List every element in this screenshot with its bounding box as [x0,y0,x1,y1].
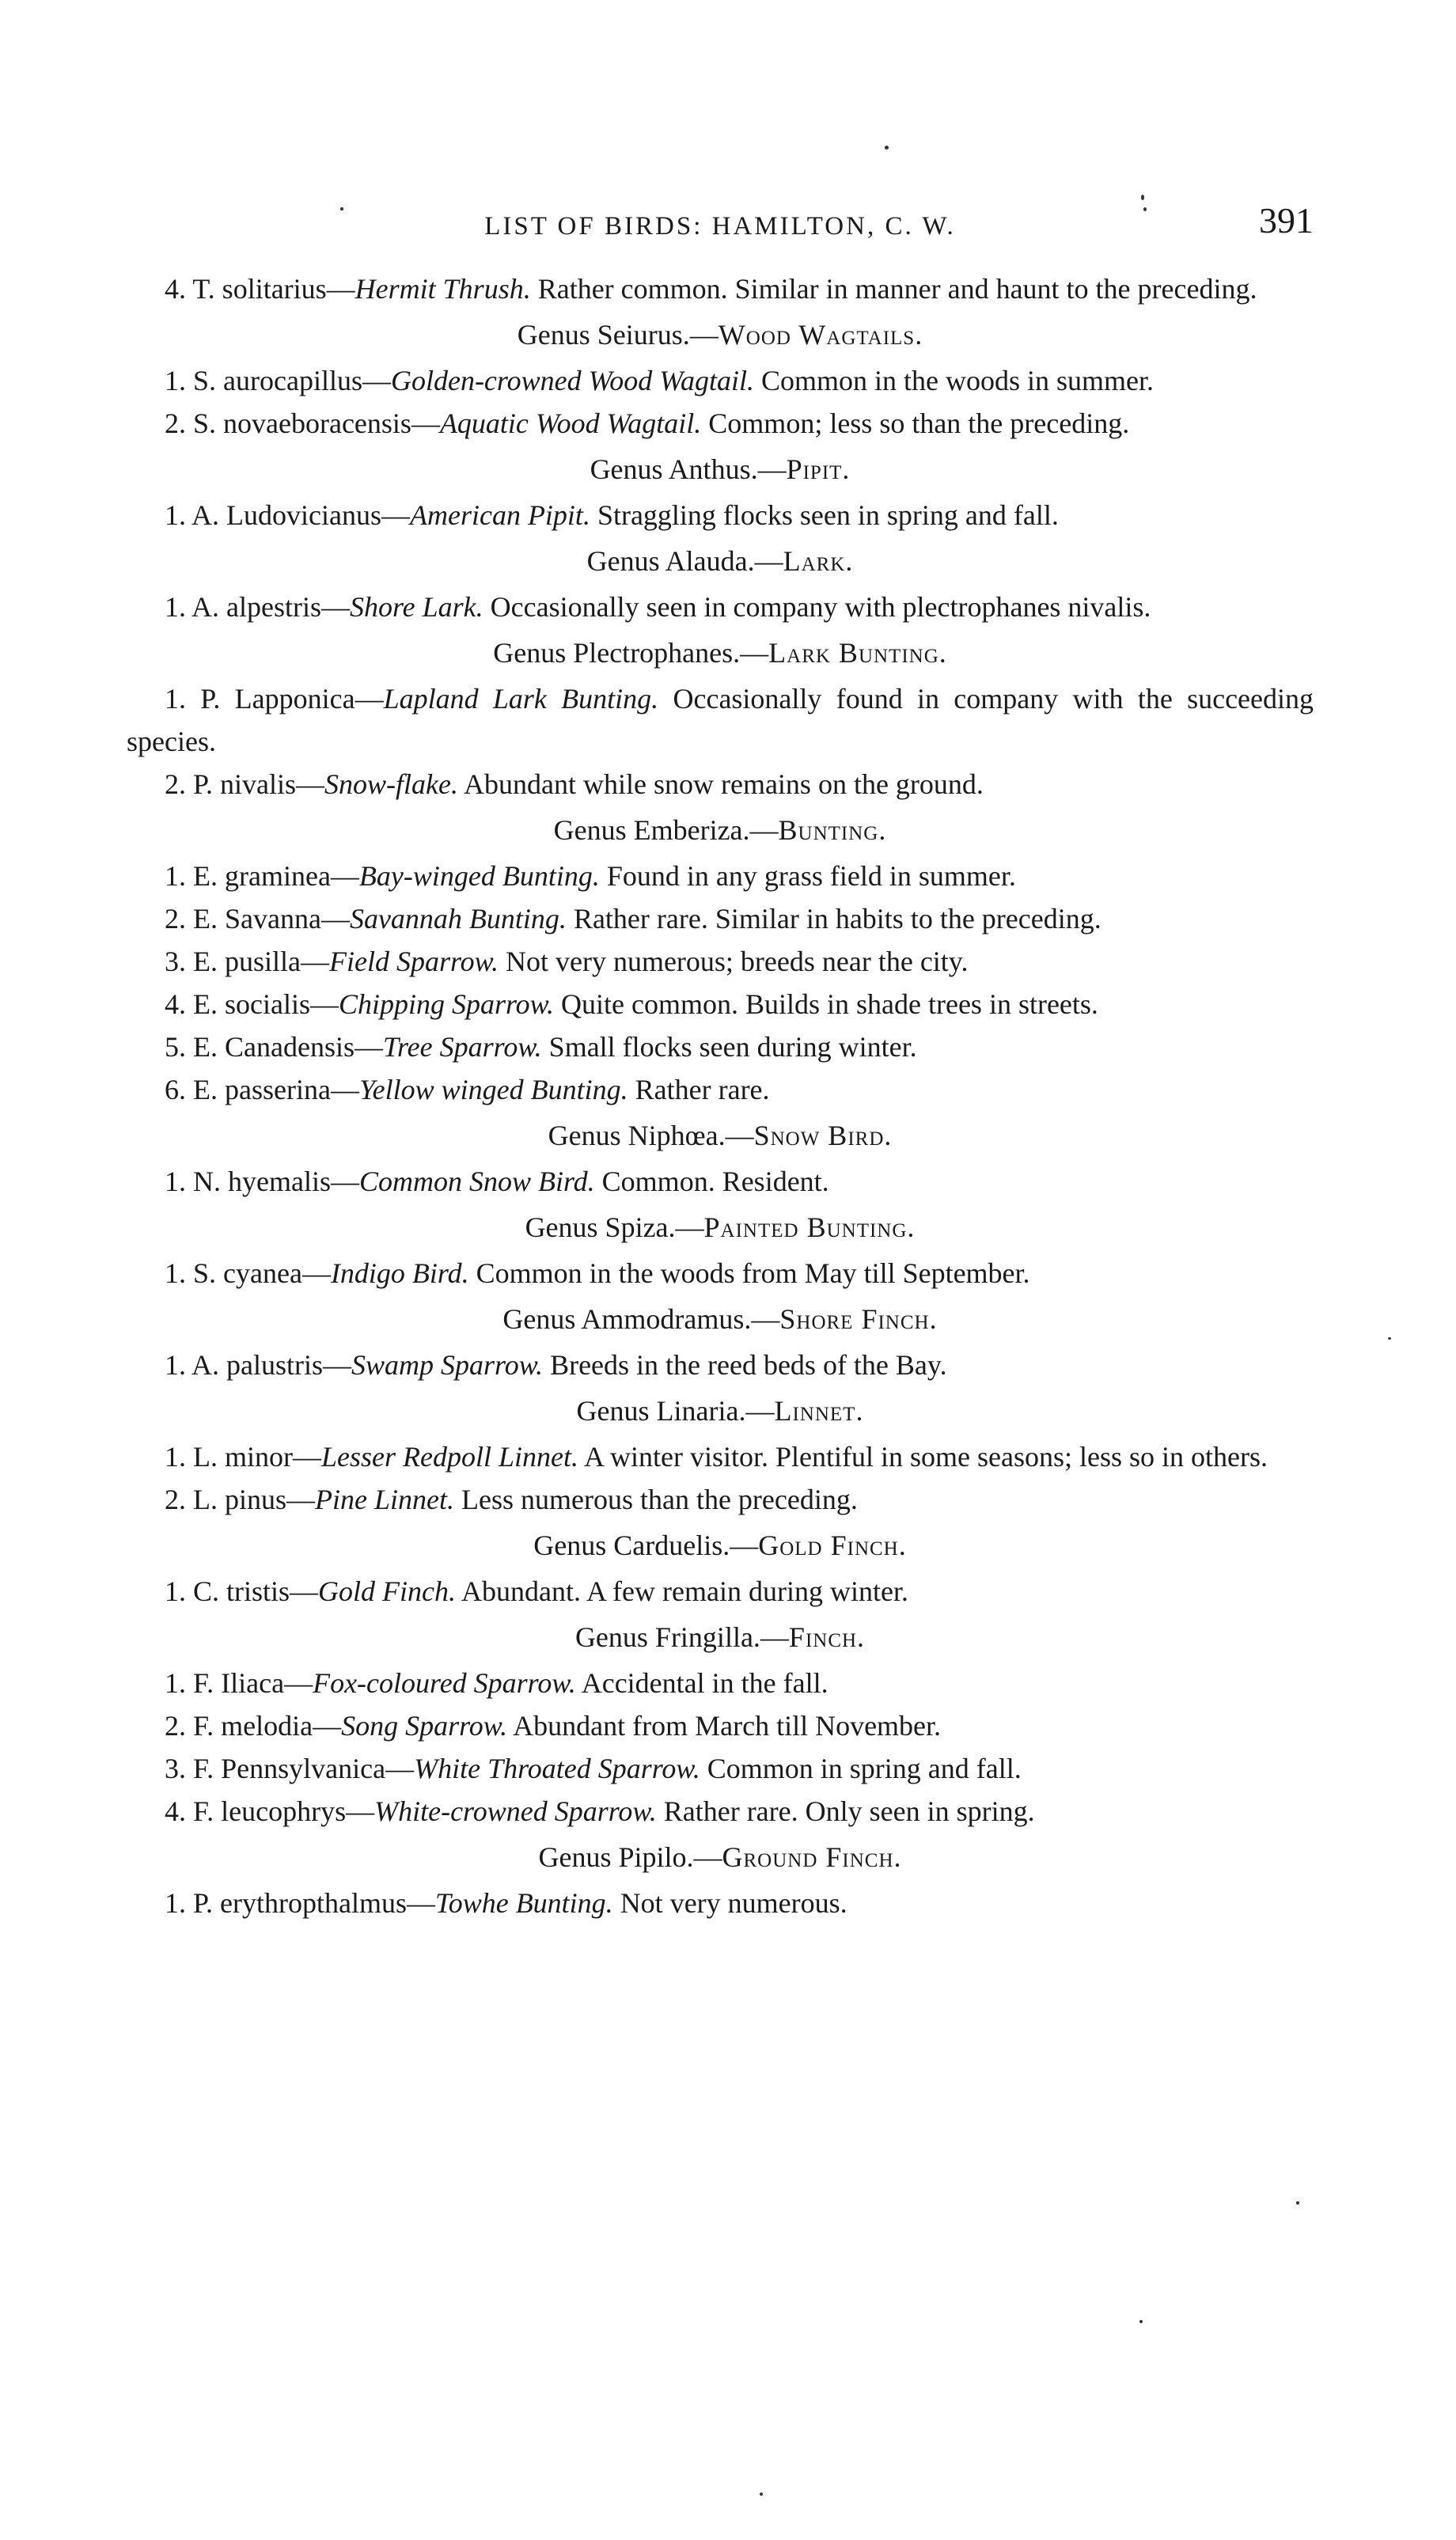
entry-dash: — [381,499,410,531]
print-speck [1296,2201,1299,2204]
entry-dash: — [355,683,384,715]
genus-english-name: Ground Finch. [722,1841,902,1873]
genus-english-name: Bunting. [778,814,887,846]
entry-number: 1. [165,1166,186,1197]
book-page [127,198,1314,1924]
species-entry [127,897,1314,940]
genus-name: Genus Anthus. [590,453,758,485]
entry-number: 3. [165,1753,186,1784]
species-entry [127,1160,1314,1203]
species-entry [127,402,1314,445]
scientific-name: E. Savanna [193,903,321,934]
entry-number: 3. [165,946,186,977]
genus-english-name: Snow Bird. [753,1120,893,1151]
scientific-name: P. Lapponica [200,683,355,715]
genus-name: Genus Fringilla. [574,1621,760,1653]
entry-number: 4. [165,273,186,305]
species-entry [127,586,1314,628]
genus-dash: — [725,1120,754,1151]
entry-number: 1. [165,365,186,396]
entry-dash: — [330,1074,359,1105]
entry-dash: — [323,1349,352,1381]
entry-dash: — [292,1441,321,1473]
entry-number: 2. [165,1710,186,1742]
genus-heading [127,631,1314,674]
entry-number: 1. [165,1887,186,1919]
species-entry [127,494,1314,536]
genus-english-name: Lark Bunting. [768,637,947,669]
scientific-name: A. alpestris [191,591,321,623]
common-name: Common Snow Bird. [358,1166,595,1197]
scientific-name: A. Ludovicianus [191,499,381,531]
page-header [127,198,1314,261]
common-name: Hermit Thrush. [355,273,531,305]
common-name: Swamp Sparrow. [351,1349,544,1381]
entry-dash: — [309,988,339,1020]
genus-heading [127,1836,1314,1878]
scientific-name: T. solitarius [192,273,327,305]
species-entry [127,1025,1314,1068]
genus-dash: — [693,1841,722,1873]
common-name: Bay-winged Bunting. [358,860,600,892]
genus-heading [127,1206,1314,1249]
entry-number: 5. [165,1031,186,1063]
entry-note: Less numerous than the preceding. [461,1484,858,1515]
species-entry [127,1882,1314,1924]
genus-dash: — [751,1303,780,1335]
entry-note: Small flocks seen during winter. [548,1031,917,1063]
genus-dash: — [689,319,719,351]
entry-number: 2. [165,408,186,439]
species-entry [127,1068,1314,1111]
genus-name: Genus Seiurus. [517,319,690,351]
entry-number: 1. [165,860,186,892]
genus-name: Genus Plectrophanes. [493,637,741,669]
genus-heading [127,1298,1314,1340]
genus-heading [127,313,1314,356]
common-name: Indigo Bird. [330,1257,469,1289]
entry-number: 1. [165,1667,186,1699]
entry-note: Rather rare. Similar in habits to the preceding. [573,903,1101,934]
entry-number: 4. [165,1795,186,1827]
common-name: Lesser Redpoll Linnet. [320,1441,578,1473]
genus-dash: — [754,545,783,577]
species-entry [127,1747,1314,1790]
scientific-name: F. Iliaca [193,1667,285,1699]
species-entry [127,1570,1314,1613]
common-name: White Throated Sparrow. [414,1753,700,1784]
entry-note: Not very numerous. [620,1887,847,1919]
genus-english-name: Finch. [788,1621,866,1653]
entry-number: 2. [165,768,186,800]
genus-heading [127,809,1314,851]
entry-dash: — [330,860,359,892]
genus-english-name: Pipit. [786,453,851,485]
genus-english-name: Shore Finch. [779,1303,938,1335]
print-speck [1388,1337,1391,1340]
common-name: Snow-flake. [324,768,458,800]
common-name: Tree Sparrow. [382,1031,542,1063]
entry-number: 1. [165,1441,186,1473]
genus-heading [127,1389,1314,1432]
entry-dash: — [354,1031,383,1063]
entry-dash: — [320,591,350,623]
entry-note: Abundant while snow remains on the ground. [464,768,984,800]
genus-name: Genus Pipilo. [538,1841,694,1873]
genus-english-name: Painted Bunting. [703,1211,916,1243]
common-name: Towhe Bunting. [434,1887,613,1919]
page-number: 391 [1259,200,1314,241]
entry-dash: — [284,1667,313,1699]
scientific-name: S. cyanea [193,1257,302,1289]
genus-dash: — [760,1621,789,1653]
genus-english-name: Wood Wagtails. [718,319,923,351]
genus-heading [127,540,1314,582]
genus-dash: — [730,1530,759,1561]
species-entry [127,1344,1314,1386]
species-entry [127,267,1314,310]
genus-english-name: Gold Finch. [758,1530,907,1561]
genus-name: Genus Emberiza. [553,814,750,846]
entry-dash: — [406,1887,435,1919]
common-name: Savannah Bunting. [349,903,567,934]
common-name: Golden-crowned Wood Wagtail. [390,365,754,396]
entry-dash: — [362,365,391,396]
genus-heading [127,1616,1314,1659]
scientific-name: E. Canadensis [193,1031,355,1063]
entry-note: A winter visitor. Plentiful in some seasons; less so in others. [583,1441,1268,1473]
entry-note: Rather common. Similar in manner and haunt to the preceding. [537,273,1257,305]
scientific-name: P. erythropthalmus [193,1887,407,1919]
genus-name: Genus Carduelis. [533,1530,730,1561]
entry-dash: — [286,1484,316,1515]
entry-number: 6. [165,1074,186,1105]
entry-number: 2. [165,903,186,934]
species-entry [127,763,1314,806]
genus-dash: — [745,1395,775,1427]
running-title: LIST OF BIRDS: HAMILTON, C. W. [484,212,956,241]
entry-note: Breeds in the reed beds of the Bay. [550,1349,947,1381]
genus-dash: — [740,637,769,669]
entry-dash: — [313,1710,342,1742]
print-speck [885,146,889,150]
common-name: Shore Lark. [349,591,483,623]
entry-note: Common in spring and fall. [707,1753,1022,1784]
scientific-name: S. aurocapillus [193,365,362,396]
genus-name: Genus Linaria. [576,1395,746,1427]
entry-note: Common. Resident. [601,1166,829,1197]
common-name: Yellow winged Bunting. [358,1074,628,1105]
entry-note: Common in the woods from May till September. [476,1257,1030,1289]
genus-heading [127,1524,1314,1567]
species-entry [127,1790,1314,1833]
entry-note: Abundant from March till November. [513,1710,942,1742]
genus-dash: — [757,453,787,485]
entry-dash: — [326,273,355,305]
entry-number: 1. [165,1575,186,1607]
scientific-name: F. melodia [193,1710,313,1742]
entry-number: 1. [165,499,186,531]
bird-list [127,267,1314,1924]
species-entry [127,1662,1314,1704]
common-name: Song Sparrow. [341,1710,508,1742]
entry-number: 1. [165,1349,186,1381]
common-name: Aquatic Wood Wagtail. [439,408,702,439]
scientific-name: F. Pennsylvanica [193,1753,386,1784]
common-name: Gold Finch. [318,1575,457,1607]
common-name: American Pipit. [409,499,590,531]
entry-note: Rather rare. Only seen in spring. [663,1795,1035,1827]
entry-dash: — [301,1257,331,1289]
species-entry [127,359,1314,402]
print-speck [760,2493,763,2496]
scientific-name: E. passerina [193,1074,331,1105]
print-speck [1139,2320,1143,2323]
entry-note: Common in the woods in summer. [760,365,1154,396]
species-entry [127,1478,1314,1521]
entry-note: Not very numerous; breeds near the city. [505,946,969,977]
entry-number: 1. [165,591,186,623]
scientific-name: L. minor [193,1441,293,1473]
species-entry [127,1704,1314,1747]
scientific-name: N. hyemalis [193,1166,331,1197]
species-entry [127,855,1314,897]
entry-note: Occasionally found in company with the succeeding species. [127,683,1314,757]
entry-number: 4. [165,988,186,1020]
genus-english-name: Lark. [783,545,854,577]
species-entry [127,983,1314,1025]
entry-dash: — [411,408,440,439]
entry-note: Quite common. Builds in shade trees in streets. [561,988,1098,1020]
genus-dash: — [749,814,779,846]
common-name: Fox-coloured Sparrow. [313,1667,576,1699]
scientific-name: A. palustris [191,1349,324,1381]
genus-dash: — [675,1211,704,1243]
common-name: Field Sparrow. [328,946,499,977]
scientific-name: F. leucophrys [193,1795,347,1827]
entry-dash: — [385,1753,415,1784]
entry-dash: — [330,1166,359,1197]
entry-dash: — [296,768,325,800]
entry-dash: — [290,1575,319,1607]
genus-heading [127,1114,1314,1157]
entry-dash: — [300,946,329,977]
scientific-name: P. nivalis [193,768,297,800]
species-entry [127,1252,1314,1295]
entry-note: Accidental in the fall. [581,1667,828,1699]
common-name: Pine Linnet. [315,1484,454,1515]
species-entry [127,940,1314,983]
scientific-name: C. tristis [193,1575,290,1607]
scientific-name: E. pusilla [193,946,301,977]
entry-dash: — [346,1795,375,1827]
common-name: Lapland Lark Bunting. [383,683,659,715]
genus-heading [127,448,1314,491]
common-name: Chipping Sparrow. [338,988,555,1020]
scientific-name: L. pinus [193,1484,287,1515]
entry-note: Common; less so than the preceding. [708,408,1130,439]
genus-name: Genus Alauda. [586,545,755,577]
genus-name: Genus Ammodramus. [502,1303,752,1335]
species-entry [127,677,1314,763]
entry-note: Abundant. A few remain during winter. [461,1575,908,1607]
species-entry [127,1435,1314,1478]
entry-note: Found in any grass field in summer. [606,860,1016,892]
entry-note: Occasionally seen in company with plectrophanes nivalis. [490,591,1151,623]
scientific-name: E. graminea [193,860,331,892]
common-name: White-crowned Sparrow. [374,1795,657,1827]
entry-number: 1. [165,1257,186,1289]
entry-note: Rather rare. [635,1074,770,1105]
scientific-name: S. novaeboracensis [193,408,411,439]
entry-number: 2. [165,1484,186,1515]
entry-note: Straggling flocks seen in spring and fall. [597,499,1059,531]
genus-english-name: Linnet. [774,1395,864,1427]
scientific-name: E. socialis [193,988,310,1020]
genus-name: Genus Spiza. [525,1211,676,1243]
entry-dash: — [320,903,350,934]
genus-name: Genus Niphœa. [548,1120,726,1151]
entry-number: 1. [165,683,186,715]
